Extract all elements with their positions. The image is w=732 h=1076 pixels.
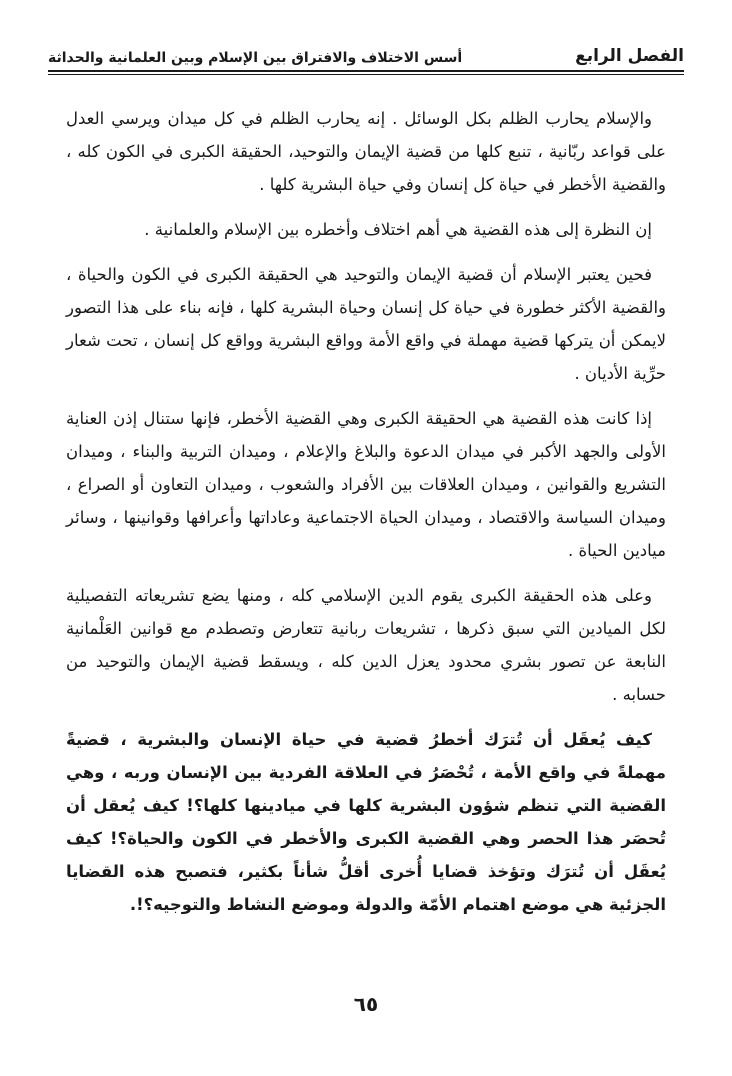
paragraph: كيف يُعقَل أن تُترَك أخطرُ قضية في حياة الإنسان والبشرية ، قضيةً مهملةً في واقع الأمة ، تُحْصَرُ في العلاقة الفردية بين الإنسان وربه ، وهي القضية التي تنظم شؤون البشرية كلها في ميادينها كلها؟! كيف يُعقل أن تُحصَر هذا الحصر وهي القضية الكبرى والأخطر في الكون والحياة؟! كيف يُعقَل أن تُترَك وتؤخذ قضايا أُخرى أقلُّ شأناً بكثير، فتصبح هذه القضايا الجزئية هي موضع اهتمام الأمّة والدولة وموضع النشاط والتوجيه؟!. <box>66 730 666 914</box>
paragraph: فحين يعتبر الإسلام أن قضية الإيمان والتوحيد هي الحقيقة الكبرى في الكون والحياة ، والقضية الأكثر خطورة في حياة كل إنسان وحياة البشرية كلها ، فإنه بناء على هذا التصور لايمكن أن يتركها قضية مهملة في واقع الأمة وواقع البشرية وواقع كل إنسان ، تحت شعار حرِّية الأديان . <box>66 265 666 383</box>
header-rule-thin <box>48 74 684 75</box>
book-title: أسس الاختلاف والافتراق بين الإسلام وبين العلمانية والحداثة <box>48 50 463 66</box>
paragraph: إن النظرة إلى هذه القضية هي أهم اختلاف وأخطره بين الإسلام والعلمانية . <box>144 220 652 239</box>
page-number: ٦٥ <box>353 992 379 1016</box>
running-header <box>48 40 684 66</box>
paragraph: إذا كانت هذه القضية هي الحقيقة الكبرى وهي القضية الأخطر، فإنها ستنال إذن العناية الأولى والجهد الأكبر في ميدان الدعوة والبلاغ والإعلام ، وميدان التربية والبناء ، وميدان التشريع والقوانين ، وميدان العلاقات بين الأفراد والشعوب ، وميدان التعاون أو الصراع ، وميدان السياسة والاقتصاد ، وميدان الحياة الاجتماعية وعاداتها وأعرافها وقوانينها ، وسائر ميادين الحياة . <box>66 409 666 560</box>
chapter-title: الفصل الرابع <box>575 46 684 66</box>
page-body <box>66 102 666 933</box>
paragraph: وعلى هذه الحقيقة الكبرى يقوم الدين الإسلامي كله ، ومنها يضع تشريعاته التفصيلية لكل الميادين التي سبق ذكرها ، تشريعات ربانية تتعارض وتصطدم مع قوانين العَلْمانية النابعة عن تصور بشري محدود يعزل الدين كله ، ويسقط قضية الإيمان والتوحيد من حسابه . <box>66 586 666 704</box>
paragraph: والإسلام يحارب الظلم بكل الوسائل . إنه يحارب الظلم في كل ميدان ويرسي العدل على قواعد ربّانية ، تنبع كلها من قضية الإيمان والتوحيد، الحقيقة الكبرى في الكون كله ، والقضية الأخطر في حياة كل إنسان وفي حياة البشرية كلها . <box>66 109 666 194</box>
header-rule <box>48 70 684 72</box>
